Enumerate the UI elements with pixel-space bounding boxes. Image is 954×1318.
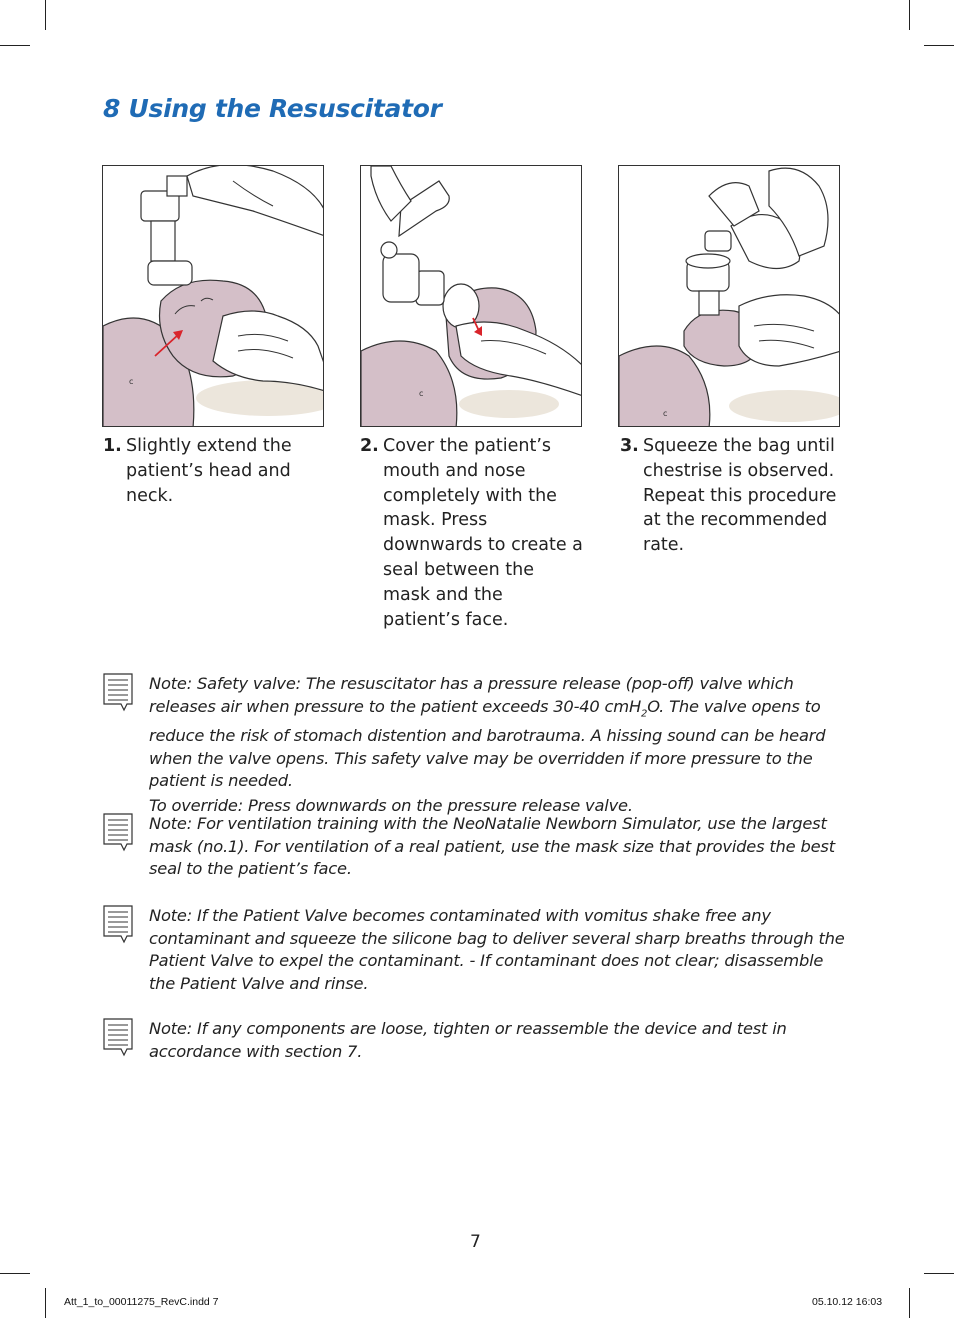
illustration-squeeze-bag: [618, 165, 840, 427]
crop-mark-bottom-right-h: [924, 1273, 954, 1274]
svg-text:c: c: [663, 409, 668, 418]
note-text: Note: Safety valve: The resuscitator has a pressure release (pop-off) valve which releases air when pressure to the patient exceeds 30-40 cmH$_2$O. The valve opens to reduce the risk of stomach distention and barotrauma. A hissing sound can be heard when the valve opens. This safety valve may be overridden if more pressure to the patient is needed.: [149, 674, 826, 791]
subscript: 2: [641, 707, 648, 719]
note-text: Note: If any components are loose, tighten or reassemble the device and test in accordance with section 7.: [149, 1019, 787, 1061]
svg-text:c: c: [419, 389, 424, 398]
note-text: Note: For ventilation training with the NeoNatalie Newborn Simulator, use the largest mask (no.1). For ventilation of a real patient, use the mask size that provides the best seal to the patient’s face.: [149, 814, 835, 878]
note-ventilation-training: [149, 813, 851, 881]
note-contamination: [149, 905, 851, 995]
svg-text:c: c: [129, 377, 134, 386]
note-override: To override: Press downwards on the pressure release valve.: [149, 795, 633, 815]
footer-timestamp: 05.10.12 16:03: [812, 1296, 883, 1308]
step-text: Squeeze the bag until chestrise is observed. Repeat this procedure at the recommended rate.: [643, 436, 837, 556]
footer-filename: Att_1_to_00011275_RevC.indd 7: [64, 1296, 219, 1308]
note-loose-components: [149, 1018, 851, 1063]
step-3: [620, 434, 845, 558]
note-icon: [103, 905, 133, 945]
crop-mark-bottom-left-v: [45, 1288, 46, 1318]
step-text: Cover the patient’s mouth and nose completely with the mask. Press downwards to create a seal between the mask and the patient’s face.: [383, 436, 583, 630]
crop-mark-top-left-h: [0, 45, 30, 46]
step-number: 2.: [360, 436, 379, 456]
crop-mark-top-left-v: [45, 0, 46, 30]
crop-mark-bottom-left-h: [0, 1273, 30, 1274]
note-text: Note: If the Patient Valve becomes contaminated with vomitus shake free any contaminant and squeeze the silicone bag to deliver several sharp breaths through the Patient Valve to expel the contaminant. - If contaminant does not clear; disassemble the Patient Valve and rinse.: [149, 906, 845, 993]
note-safety-valve: [149, 673, 851, 817]
illustration-cover-mask: [360, 165, 582, 427]
crop-mark-bottom-right-v: [909, 1288, 910, 1318]
note-icon: [103, 1018, 133, 1058]
note-icon: [103, 673, 133, 713]
crop-mark-top-right-h: [924, 45, 954, 46]
illustration-extend-head: [102, 165, 324, 427]
step-text: Slightly extend the patient’s head and neck.: [126, 436, 292, 506]
note-icon: [103, 813, 133, 853]
step-number: 3.: [620, 436, 639, 456]
page-title: 8 Using the Resuscitator: [103, 94, 442, 123]
crop-mark-top-right-v: [909, 0, 910, 30]
page-number: 7: [470, 1232, 481, 1252]
step-1: [103, 434, 328, 508]
step-2: [360, 434, 585, 632]
step-number: 1.: [103, 436, 122, 456]
